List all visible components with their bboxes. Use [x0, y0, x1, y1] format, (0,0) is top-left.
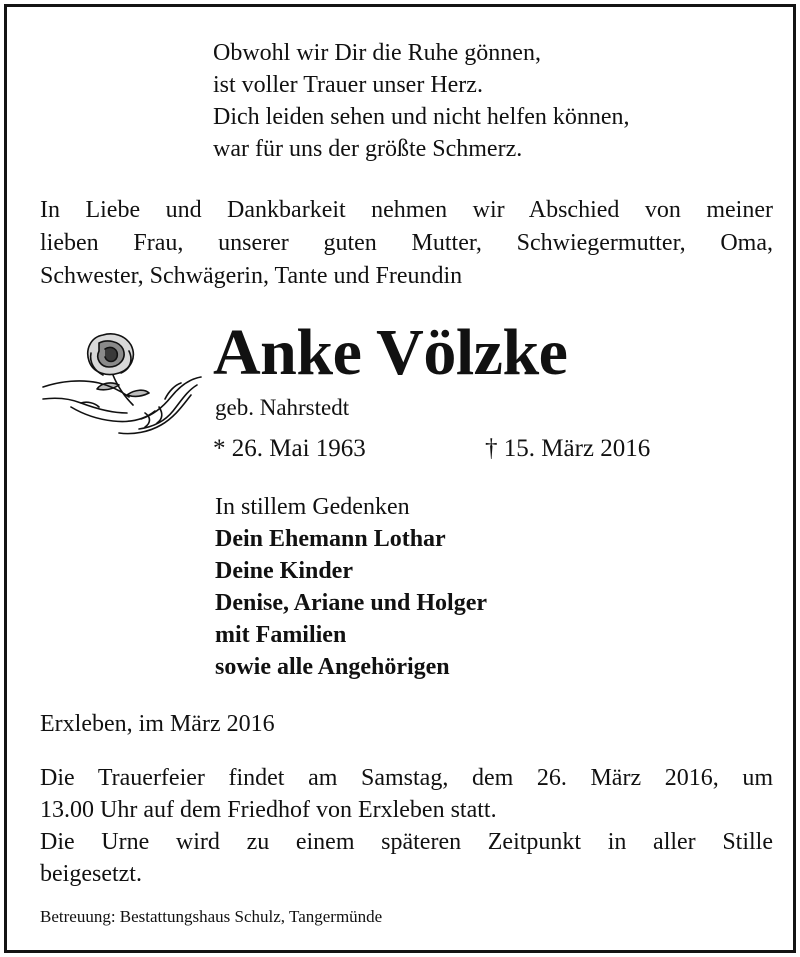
poem-line: ist voller Trauer unser Herz.: [213, 72, 483, 98]
mourners: [215, 491, 487, 683]
intro-line: In Liebe und Dankbarkeit nehmen wir Abschied von meiner: [40, 197, 773, 223]
service-line: beigesetzt.: [40, 861, 142, 887]
poem-line: Dich leiden sehen und nicht helfen können,: [213, 104, 630, 130]
service-line: 13.00 Uhr auf dem Friedhof von Erxleben statt.: [40, 797, 497, 823]
funeral-service-text: [40, 762, 773, 890]
mourner-line: mit Familien: [215, 622, 347, 648]
rose-in-hands-icon: [41, 329, 203, 441]
mourners-heading: In stillem Gedenken: [215, 494, 410, 520]
birth-name: geb. Nahrstedt: [215, 395, 350, 420]
obituary-frame: [4, 4, 796, 953]
poem-line: war für uns der größte Schmerz.: [213, 136, 523, 162]
mourner-line: Denise, Ariane und Holger: [215, 590, 488, 616]
intro-line: lieben Frau, unserer guten Mutter, Schwiegermutter, Oma,: [40, 230, 773, 256]
mourner-line: Dein Ehemann Lothar: [215, 526, 446, 552]
service-line: Die Urne wird zu einem späteren Zeitpunkt in aller Stille: [40, 829, 773, 855]
poem-line: Obwohl wir Dir die Ruhe gönnen,: [213, 40, 541, 66]
service-line: Die Trauerfeier findet am Samstag, dem 26. März 2016, um: [40, 765, 773, 791]
mourner-line: sowie alle Angehörigen: [215, 654, 450, 680]
death-date: † 15. März 2016: [485, 435, 651, 462]
place-date: Erxleben, im März 2016: [40, 711, 275, 737]
intro-text: [40, 194, 773, 293]
mourner-line: Deine Kinder: [215, 558, 353, 584]
funeral-home-credit: Betreuung: Bestattungshaus Schulz, Tangermünde: [40, 907, 383, 926]
intro-line: Schwester, Schwägerin, Tante und Freundin: [40, 263, 463, 289]
poem: [213, 37, 630, 165]
birth-date: * 26. Mai 1963: [213, 435, 366, 462]
deceased-name: Anke Völzke: [213, 316, 568, 389]
